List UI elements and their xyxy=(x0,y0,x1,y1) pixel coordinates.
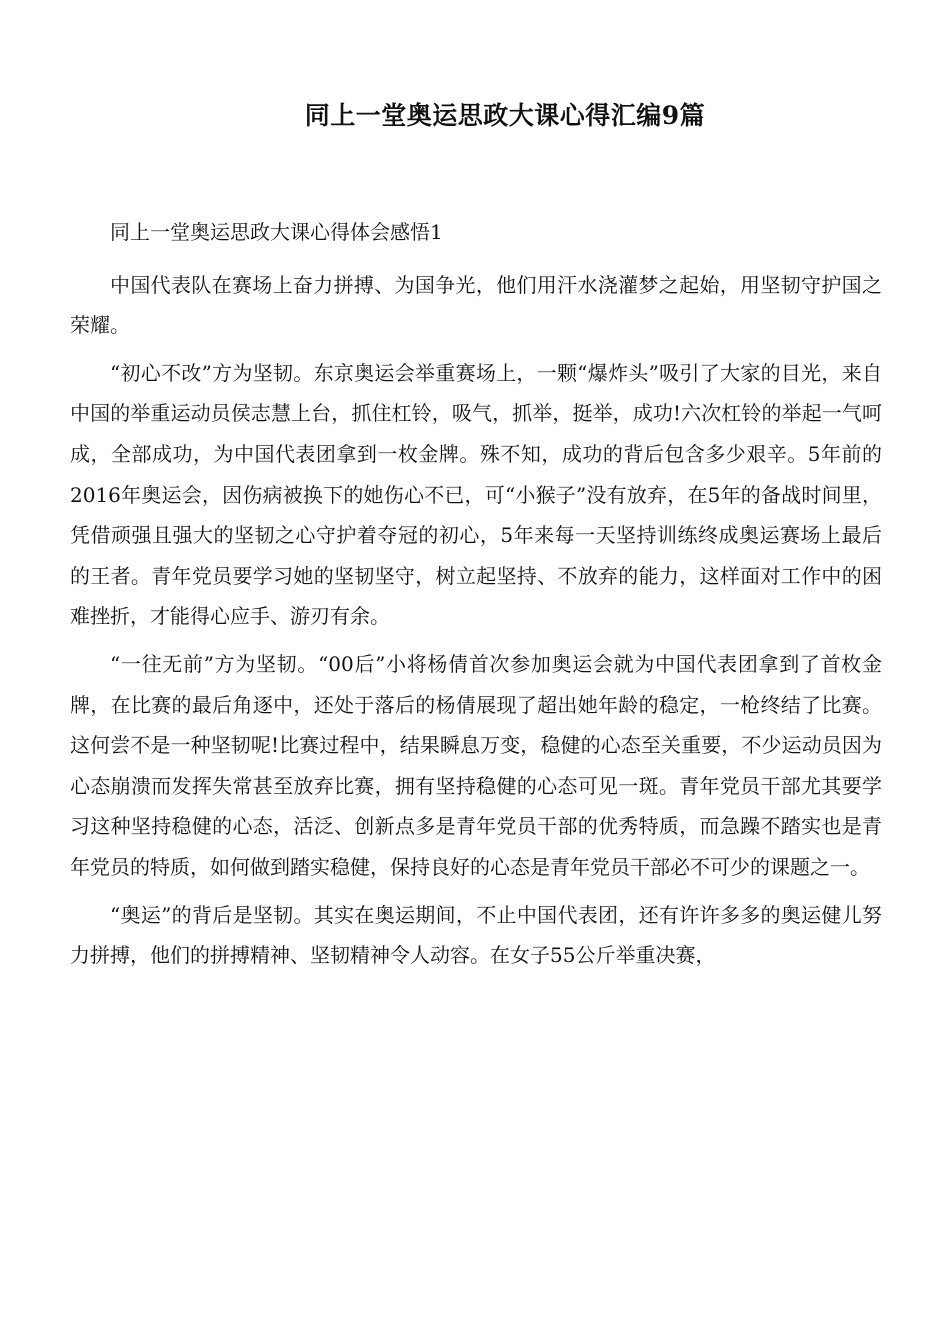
paragraph: “初心不改”方为坚韧。东京奥运会举重赛场上，一颗“爆炸头”吸引了大家的目光，来自中国的举重运动员侯志慧上台，抓住杠铃，吸气，抓举，挺举，成功!六次杠铃的举起一气呵成，全部成功，为中国代表团拿到一枚金牌。殊不知，成功的背后包含多少艰辛。5年前的2016年奥运会，因伤病被换下的她伤心不已，可“小猴子”没有放弃，在5年的备战时间里，凭借顽强且强大的坚韧之心守护着夺冠的初心，5年来每一天坚持训练终成奥运赛场上最后的王者。青年党员要学习她的坚韧坚守，树立起坚持、不放弃的能力，这样面对工作中的困难挫折，才能得心应手、游刃有余。 xyxy=(70,360,882,629)
document-body xyxy=(70,212,882,983)
section-heading: 同上一堂奥运思政大课心得体会感悟1 xyxy=(110,220,443,244)
paragraph: “一往无前”方为坚韧。“00后”小将杨倩首次参加奥运会就为中国代表团拿到了首枚金牌，在比赛的最后角逐中，还处于落后的杨倩展现了超出她年龄的稳定，一枪终结了比赛。这何尝不是一种坚韧呢!比赛过程中，结果瞬息万变，稳健的心态至关重要，不少运动员因为心态崩溃而发挥失常甚至放弃比赛，拥有坚持稳健的心态可见一斑。青年党员干部尤其要学习这种坚持稳健的心态，活泛、创新点多是青年党员干部的优秀特质，而急躁不踏实也是青年党员的特质，如何做到踏实稳健，保持良好的心态是青年党员干部必不可少的课题之一。 xyxy=(70,651,882,879)
document-title: 同上一堂奥运思政大课心得汇编9篇 xyxy=(304,101,706,130)
paragraph: “奥运”的背后是坚韧。其实在奥运期间，不止中国代表团，还有许许多多的奥运健儿努力拼搏，他们的拼搏精神、坚韧精神令人动容。在女子55公斤举重决赛， xyxy=(70,902,882,968)
paragraph: 中国代表队在赛场上奋力拼搏、为国争光，他们用汗水浇灌梦之起始，用坚韧守护国之荣耀。 xyxy=(70,272,882,338)
